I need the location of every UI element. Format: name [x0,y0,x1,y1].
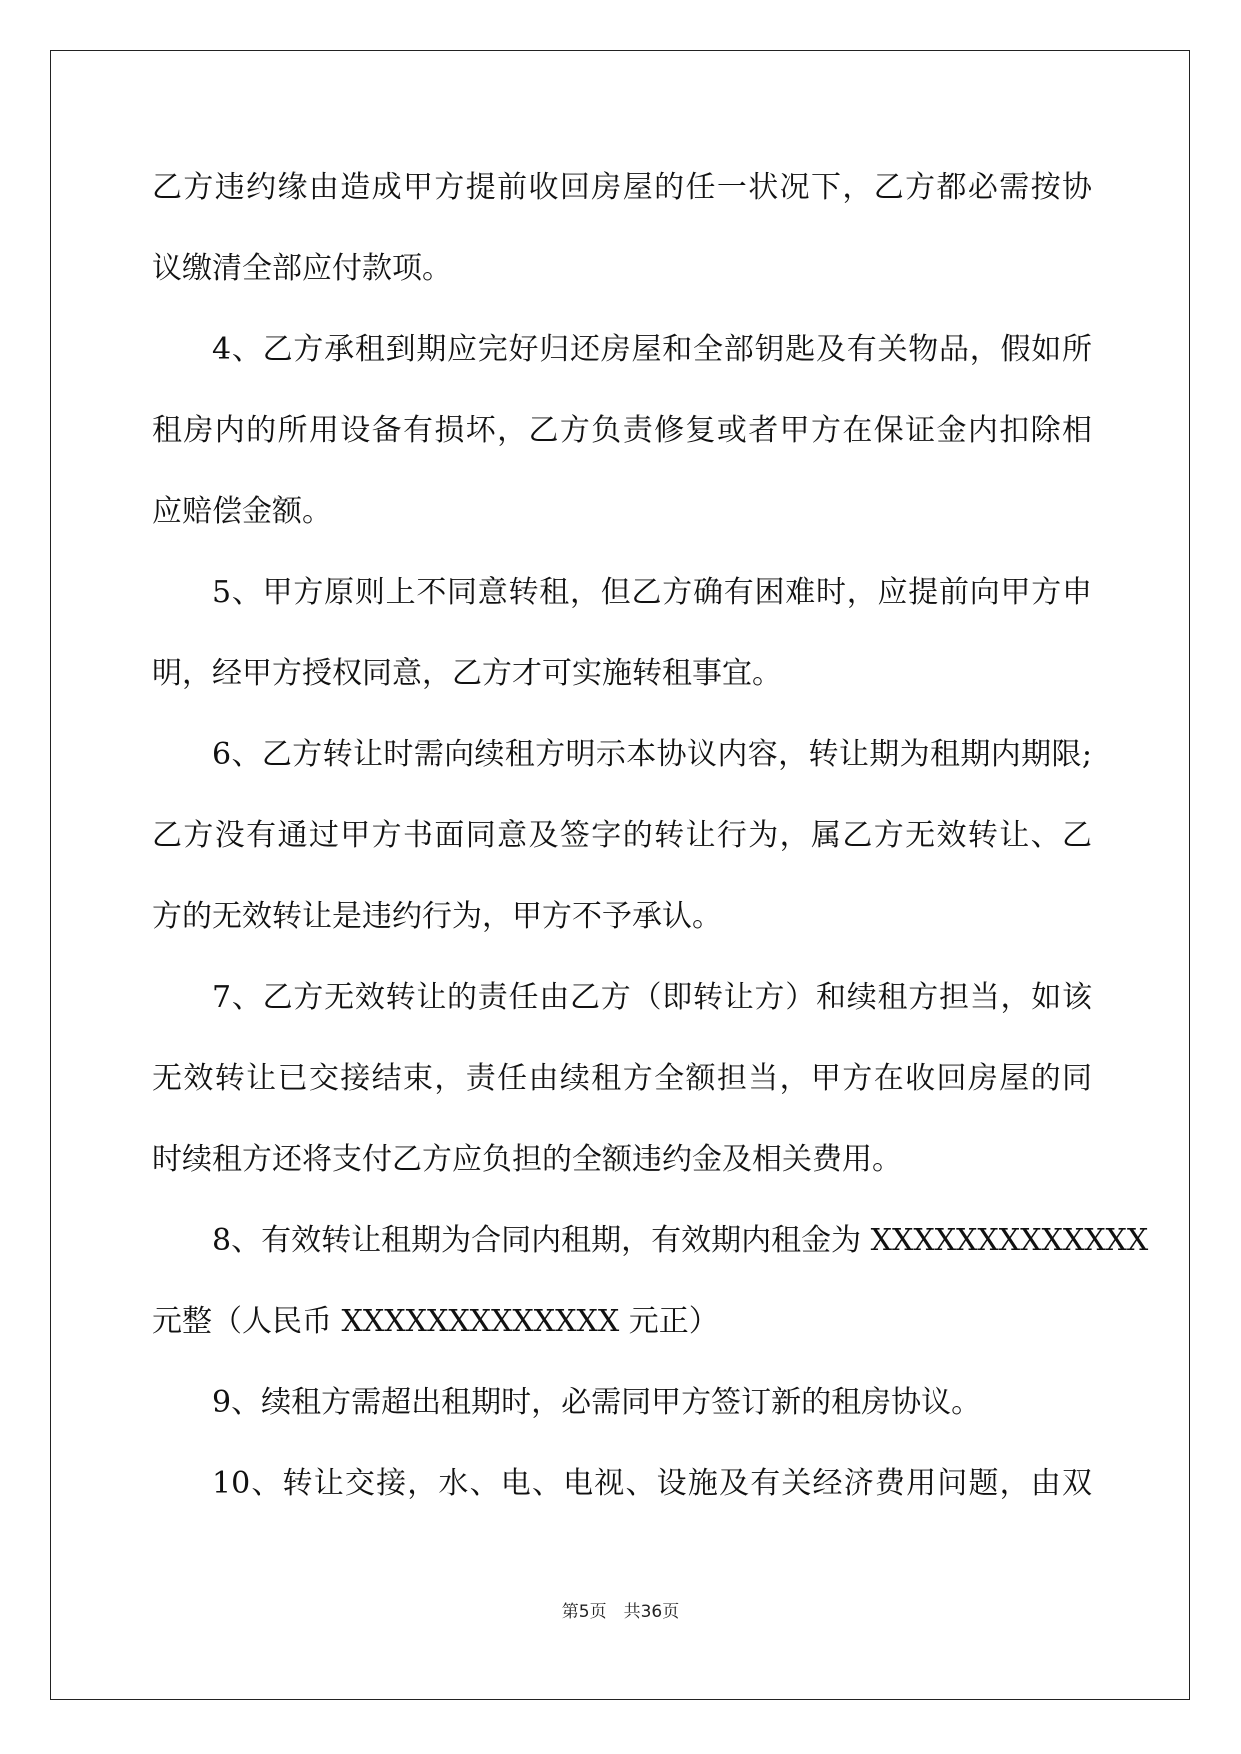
text-line: 7、乙方无效转让的责任由乙方（即转让方）和续租方担当，如该 [212,980,1092,1015]
text-line: 乙方没有通过甲方书面同意及签字的转让行为，属乙方无效转让、乙 [152,818,1092,853]
text-line: 10、转让交接，水、电、电视、设施及有关经济费用问题，由双 [212,1466,1092,1501]
page-number: 第5页 共36页 [561,1602,680,1622]
text-line: 9、续租方需超出租期时，必需同甲方签订新的租房协议。 [212,1385,982,1420]
text-line: 应赔偿金额。 [152,494,332,529]
text-line: 元整（人民币 XXXXXXXXXXXXX 元正） [152,1304,719,1339]
text-line: 乙方违约缘由造成甲方提前收回房屋的任一状况下，乙方都必需按协 [152,170,1092,205]
text-line: 无效转让已交接结束，责任由续租方全额担当，甲方在收回房屋的同 [152,1061,1092,1096]
text-line: 明，经甲方授权同意，乙方才可实施转租事宜。 [152,656,782,691]
text-line: 4、乙方承租到期应完好归还房屋和全部钥匙及有关物品，假如所 [212,332,1092,367]
text-line: 5、甲方原则上不同意转租，但乙方确有困难时，应提前向甲方申 [212,575,1092,610]
text-line: 8、有效转让租期为合同内租期，有效期内租金为 XXXXXXXXXXXXX [212,1223,1149,1258]
text-line: 6、乙方转让时需向续租方明示本协议内容，转让期为租期内期限; [212,737,1092,772]
document-body [152,168,1149,1545]
text-line: 议缴清全部应付款项。 [152,251,452,286]
text-line: 租房内的所用设备有损坏，乙方负责修复或者甲方在保证金内扣除相 [152,413,1092,448]
text-line: 方的无效转让是违约行为，甲方不予承认。 [152,899,722,934]
text-line: 时续租方还将支付乙方应负担的全额违约金及相关费用。 [152,1142,902,1177]
